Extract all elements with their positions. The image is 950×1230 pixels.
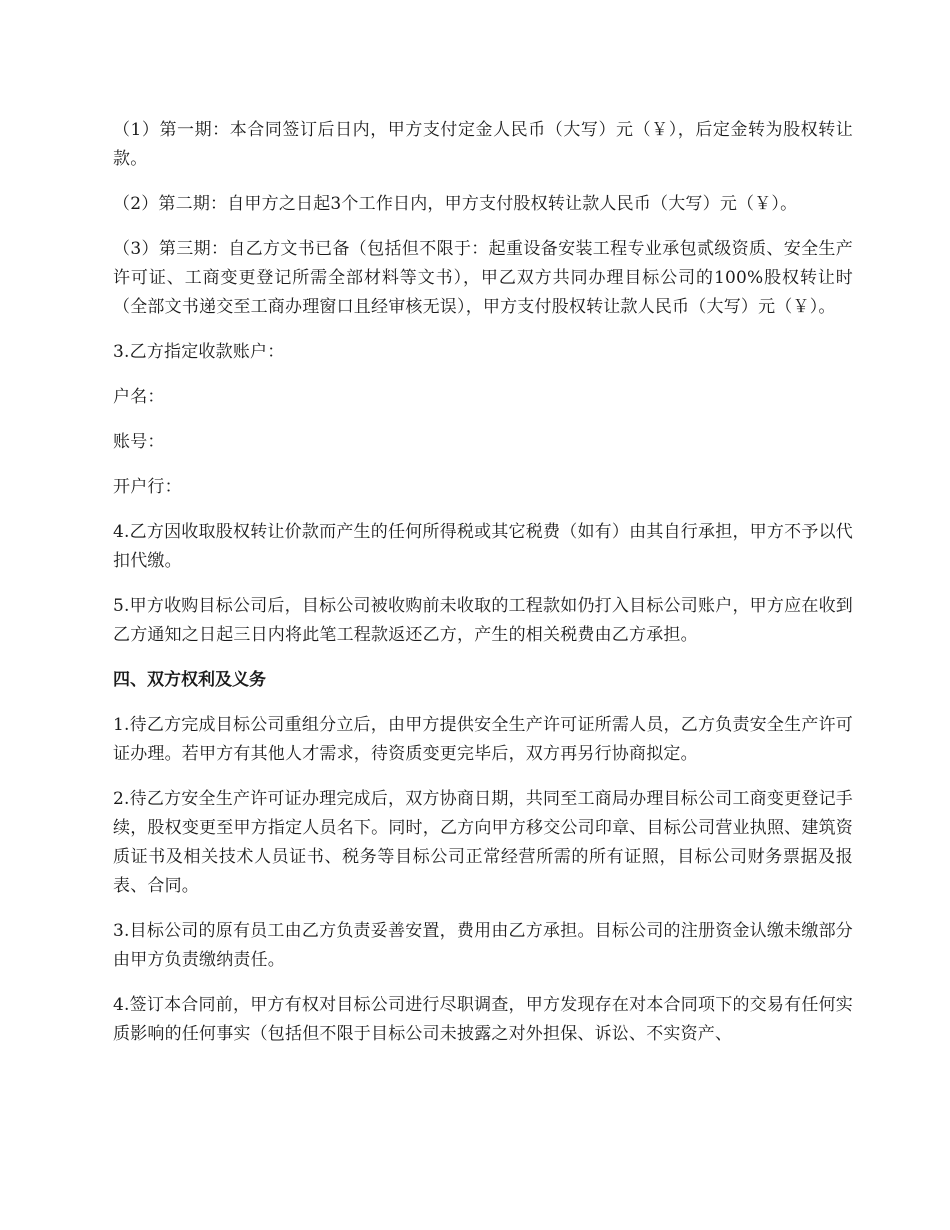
document-page	[113, 116, 853, 1049]
paragraph-phase-3: （3）第三期：自乙方文书已备（包括但不限于：起重设备安装工程专业承包贰级资质、安全生产许可证、工商变更登记所需全部材料等文书），甲乙双方共同办理目标公司的100%股权转让时（全部文书递交至工商办理窗口且经审核无误），甲方支付股权转让款人民币（大写）元（￥）。	[113, 239, 853, 317]
paragraph-phase-1: （1）第一期：本合同签订后日内，甲方支付定金人民币（大写）元（￥），后定金转为股权转让款。	[113, 120, 853, 169]
section-paragraph-1: 1.待乙方完成目标公司重组分立后，由甲方提供安全生产许可证所需人员，乙方负责安全生产许可证办理。若甲方有其他人才需求，待资质变更完毕后，双方再另行协商拟定。	[113, 715, 853, 764]
paragraph-phase-2: （2）第二期：自甲方之日起3个工作日内，甲方支付股权转让款人民币（大写）元（￥）。	[113, 194, 798, 214]
paragraph-tax: 4.乙方因收取股权转让价款而产生的任何所得税或其它税费（如有）由其自行承担，甲方不予以代扣代缴。	[113, 522, 853, 571]
paragraph-account-bank: 开户行：	[113, 477, 182, 497]
paragraph-account-title: 3.乙方指定收款账户：	[113, 342, 285, 362]
section-heading: 四、双方权利及义务	[113, 670, 266, 690]
paragraph-receivables: 5.甲方收购目标公司后，目标公司被收购前未收取的工程款如仍打入目标公司账户，甲方应在收到乙方通知之日起三日内将此笔工程款返还乙方，产生的相关税费由乙方承担。	[113, 596, 853, 645]
paragraph-account-number: 账号：	[113, 432, 165, 452]
section-paragraph-4: 4.签订本合同前，甲方有权对目标公司进行尽职调查，甲方发现存在对本合同项下的交易有任何实质影响的任何事实（包括但不限于目标公司未披露之对外担保、诉讼、不实资产、	[113, 995, 853, 1044]
paragraph-account-name: 户名：	[113, 387, 165, 407]
section-paragraph-3: 3.目标公司的原有员工由乙方负责妥善安置，费用由乙方承担。目标公司的注册资金认缴未缴部分由甲方负责缴纳责任。	[113, 921, 853, 970]
section-paragraph-2: 2.待乙方安全生产许可证办理完成后，双方协商日期，共同至工商局办理目标公司工商变更登记手续，股权变更至甲方指定人员名下。同时，乙方向甲方移交公司印章、目标公司营业执照、建筑资质证书及相关技术人员证书、税务等目标公司正常经营所需的所有证照，目标公司财务票据及报表、合同。	[113, 789, 853, 896]
